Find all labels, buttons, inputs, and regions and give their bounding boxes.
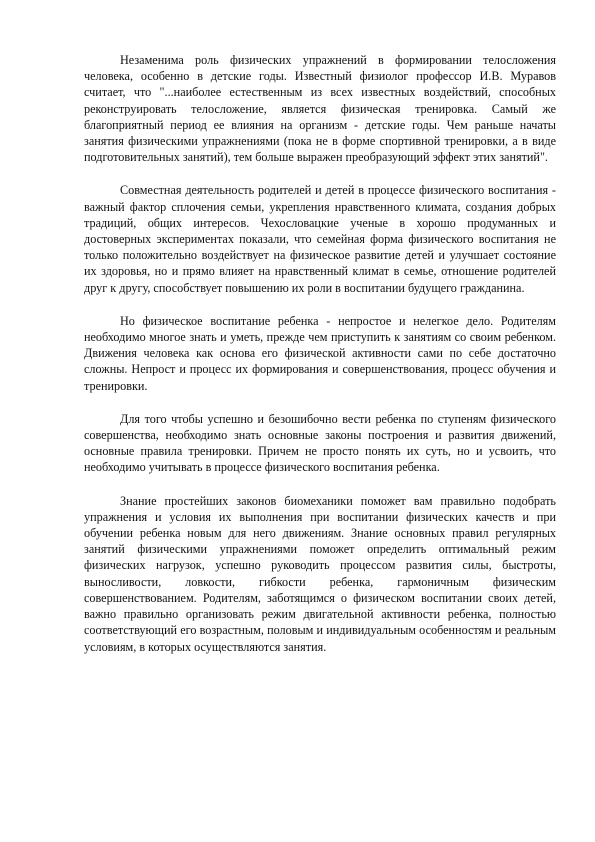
paragraph-5: Знание простейших законов биомеханики поможет вам правильно подобрать упражнения и условия их выполнения при воспитании физических качеств и при обучении ребенка новым для него движениям. Знание основных правил регулярных занятий физическими упражнениями поможет определить оптимальный режим физических нагрузок, успешно руководить процессом развития силы, быстроты, выносливости, ловкости, гибкости ребенка, гармоничным физическим совершенствованием. Родителям, заботящимся о физическом воспитании своих детей, важно правильно организовать режим двигательной активности ребенка, полностью соответствующий его возрастным, половым и индивидуальным особенностям и реальным условиям, в которых осуществляются занятия.	[84, 493, 556, 654]
document-page	[84, 52, 556, 672]
paragraph-2: Совместная деятельность родителей и детей в процессе физического воспитания - важный фактор сплочения семьи, укрепления нравственного климата, создания добрых традиций, общих интересов. Чехословацкие ученые в хорошо продуманных и достоверных экспериментах показали, что семейная форма физического воспитания не только положительно воздействует на физическое развитие детей и улучшает состояние их здоровья, но и прямо влияет на нравственный климат в семье, отношение родителей друг к другу, способствует повышению их роли в воспитании будущего гражданина.	[84, 183, 556, 295]
paragraph-3: Но физическое воспитание ребенка - непростое и нелегкое дело. Родителям необходимо многое знать и уметь, прежде чем приступить к занятиям со своим ребенком. Движения человека как основа его физической активности сами по себе достаточно сложны. Непрост и процесс их формирования и совершенствования, процесс обучения и тренировки.	[84, 313, 556, 393]
paragraph-4: Для того чтобы успешно и безошибочно вести ребенка по ступеням физического совершенства, необходимо знать основные законы построения и развития движений, основные правила тренировки. Причем не просто понять их суть, но и усвоить, что необходимо учитывать в процессе физического воспитания ребенка.	[84, 411, 556, 475]
paragraph-1: Незаменима роль физических упражнений в формировании телосложения человека, особенно в детские годы. Известный физиолог профессор И.В. Муравов считает, что "...наиболее естественным из всех известных воздействий, способных реконструировать телосложение, является физическая тренировка. Самый же благоприятный период ее влияния на организм - детские годы. Чем раньше начаты занятия физическими упражнениями (пока не в форме спортивной тренировки, а в виде подготовительных занятий), тем больше выражен преобразующий эффект этих занятий".	[84, 53, 556, 165]
